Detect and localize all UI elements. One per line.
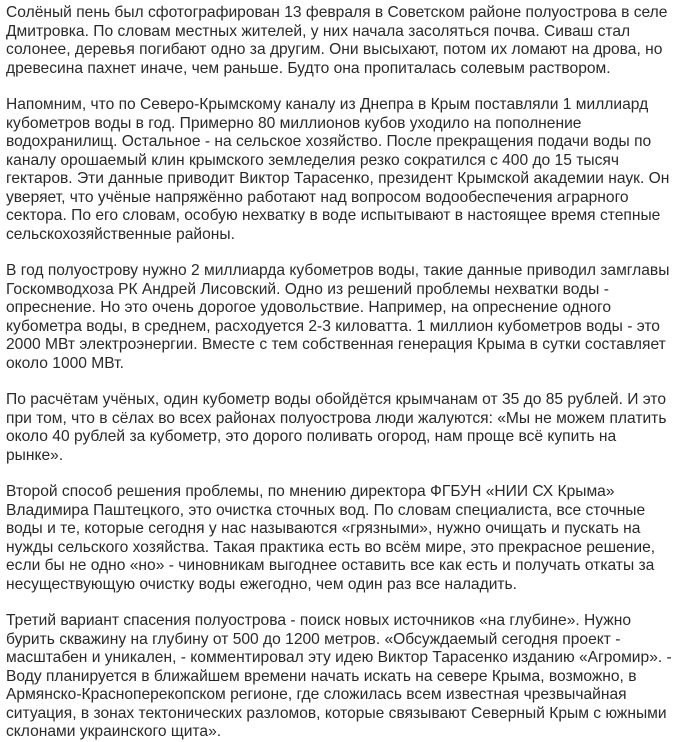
article-paragraph-4: По расчётам учёных, один кубометр воды обойдётся крымчанам от 35 до 85 рублей. И это при том, что в сёлах во всех районах полуострова люди жалуются: «Мы не можем платить около 40 рублей за кубометр, это дорого поливать огород, нам проще всё купить на рынке».: [6, 391, 667, 464]
article-paragraph-3: В год полуострову нужно 2 миллиарда кубометров воды, такие данные приводил замглавы Госкомводхоза РК Андрей Лисовский. Одно из решений проблемы нехватки воды - опреснение. Но это очень дорогое удовольствие. Например, на опреснение одного кубометра воды, в среднем, расходуется 2-3 киловатта. 1 миллион кубометров воды - это 2000 МВт электроэнергии. Вместе с тем собственная генерация Крыма в сутки составляет около 1000 МВт.: [6, 262, 670, 372]
article-paragraph-2: Напомним, что по Северо-Крымскому каналу из Днепра в Крым поставляли 1 миллиард кубометров воды в год. Примерно 80 миллионов кубов уходило на пополнение водохранилищ. Остальное - на сельское хозяйство. После прекращения подачи воды по каналу орошаемый клин крымского земледелия резко сократился с 400 до 15 тысяч гектаров. Эти данные приводит Виктор Тарасенко, президент Крымской академии наук. Он уверяет, что учёные напряжённо работают над вопросом водообеспечения аграрного сектора. По его словам, особую нехватку в воде испытывают в настоящее время степные сельскохозяйственные районы.: [6, 96, 670, 243]
article-paragraph-1: Солёный пень был сфотографирован 13 февраля в Советском районе полуострова в селе Дмитровка. По словам местных жителей, у них начала засоляться почва. Сиваш стал солонее, деревья погибают одно за другим. Они высыхают, потом их ломают на дрова, но древесина пахнет иначе, чем раньше. Будто она пропиталась солевым раствором.: [6, 4, 668, 77]
article-paragraph-5: Второй способ решения проблемы, по мнению директора ФГБУН «НИИ СХ Крыма» Владимира Паштецкого, это очистка сточных вод. По словам специалиста, все сточные воды и те, которые сегодня у нас называются «грязными», нужно очищать и пускать на нужды сельского хозяйства. Такая практика есть во всём мире, это прекрасное решение, если бы не одно «но» - чиновникам выгоднее оставить все как есть и получать откаты за несуществующую очистку воды ежегодно, чем один раз все наладить.: [6, 483, 656, 593]
article-paragraph-6: Третий вариант спасения полуострова - поиск новых источников «на глубине». Нужно бурить скважину на глубину от 500 до 1200 метров. «Обсуждаемый сегодня проект - масштабен и уникален, - комментировал эту идею Виктор Тарасенко изданию «Агромир». - Воду планируется в ближайшем времени начать искать на севере Крыма, возможно, в Армянско-Красноперекопском регионе, где сложилась всем известная чрезвычайная ситуация, в зонах тектонических разломов, которые связывают Северный Крым с южными склонами украинского щита».: [6, 612, 672, 740]
